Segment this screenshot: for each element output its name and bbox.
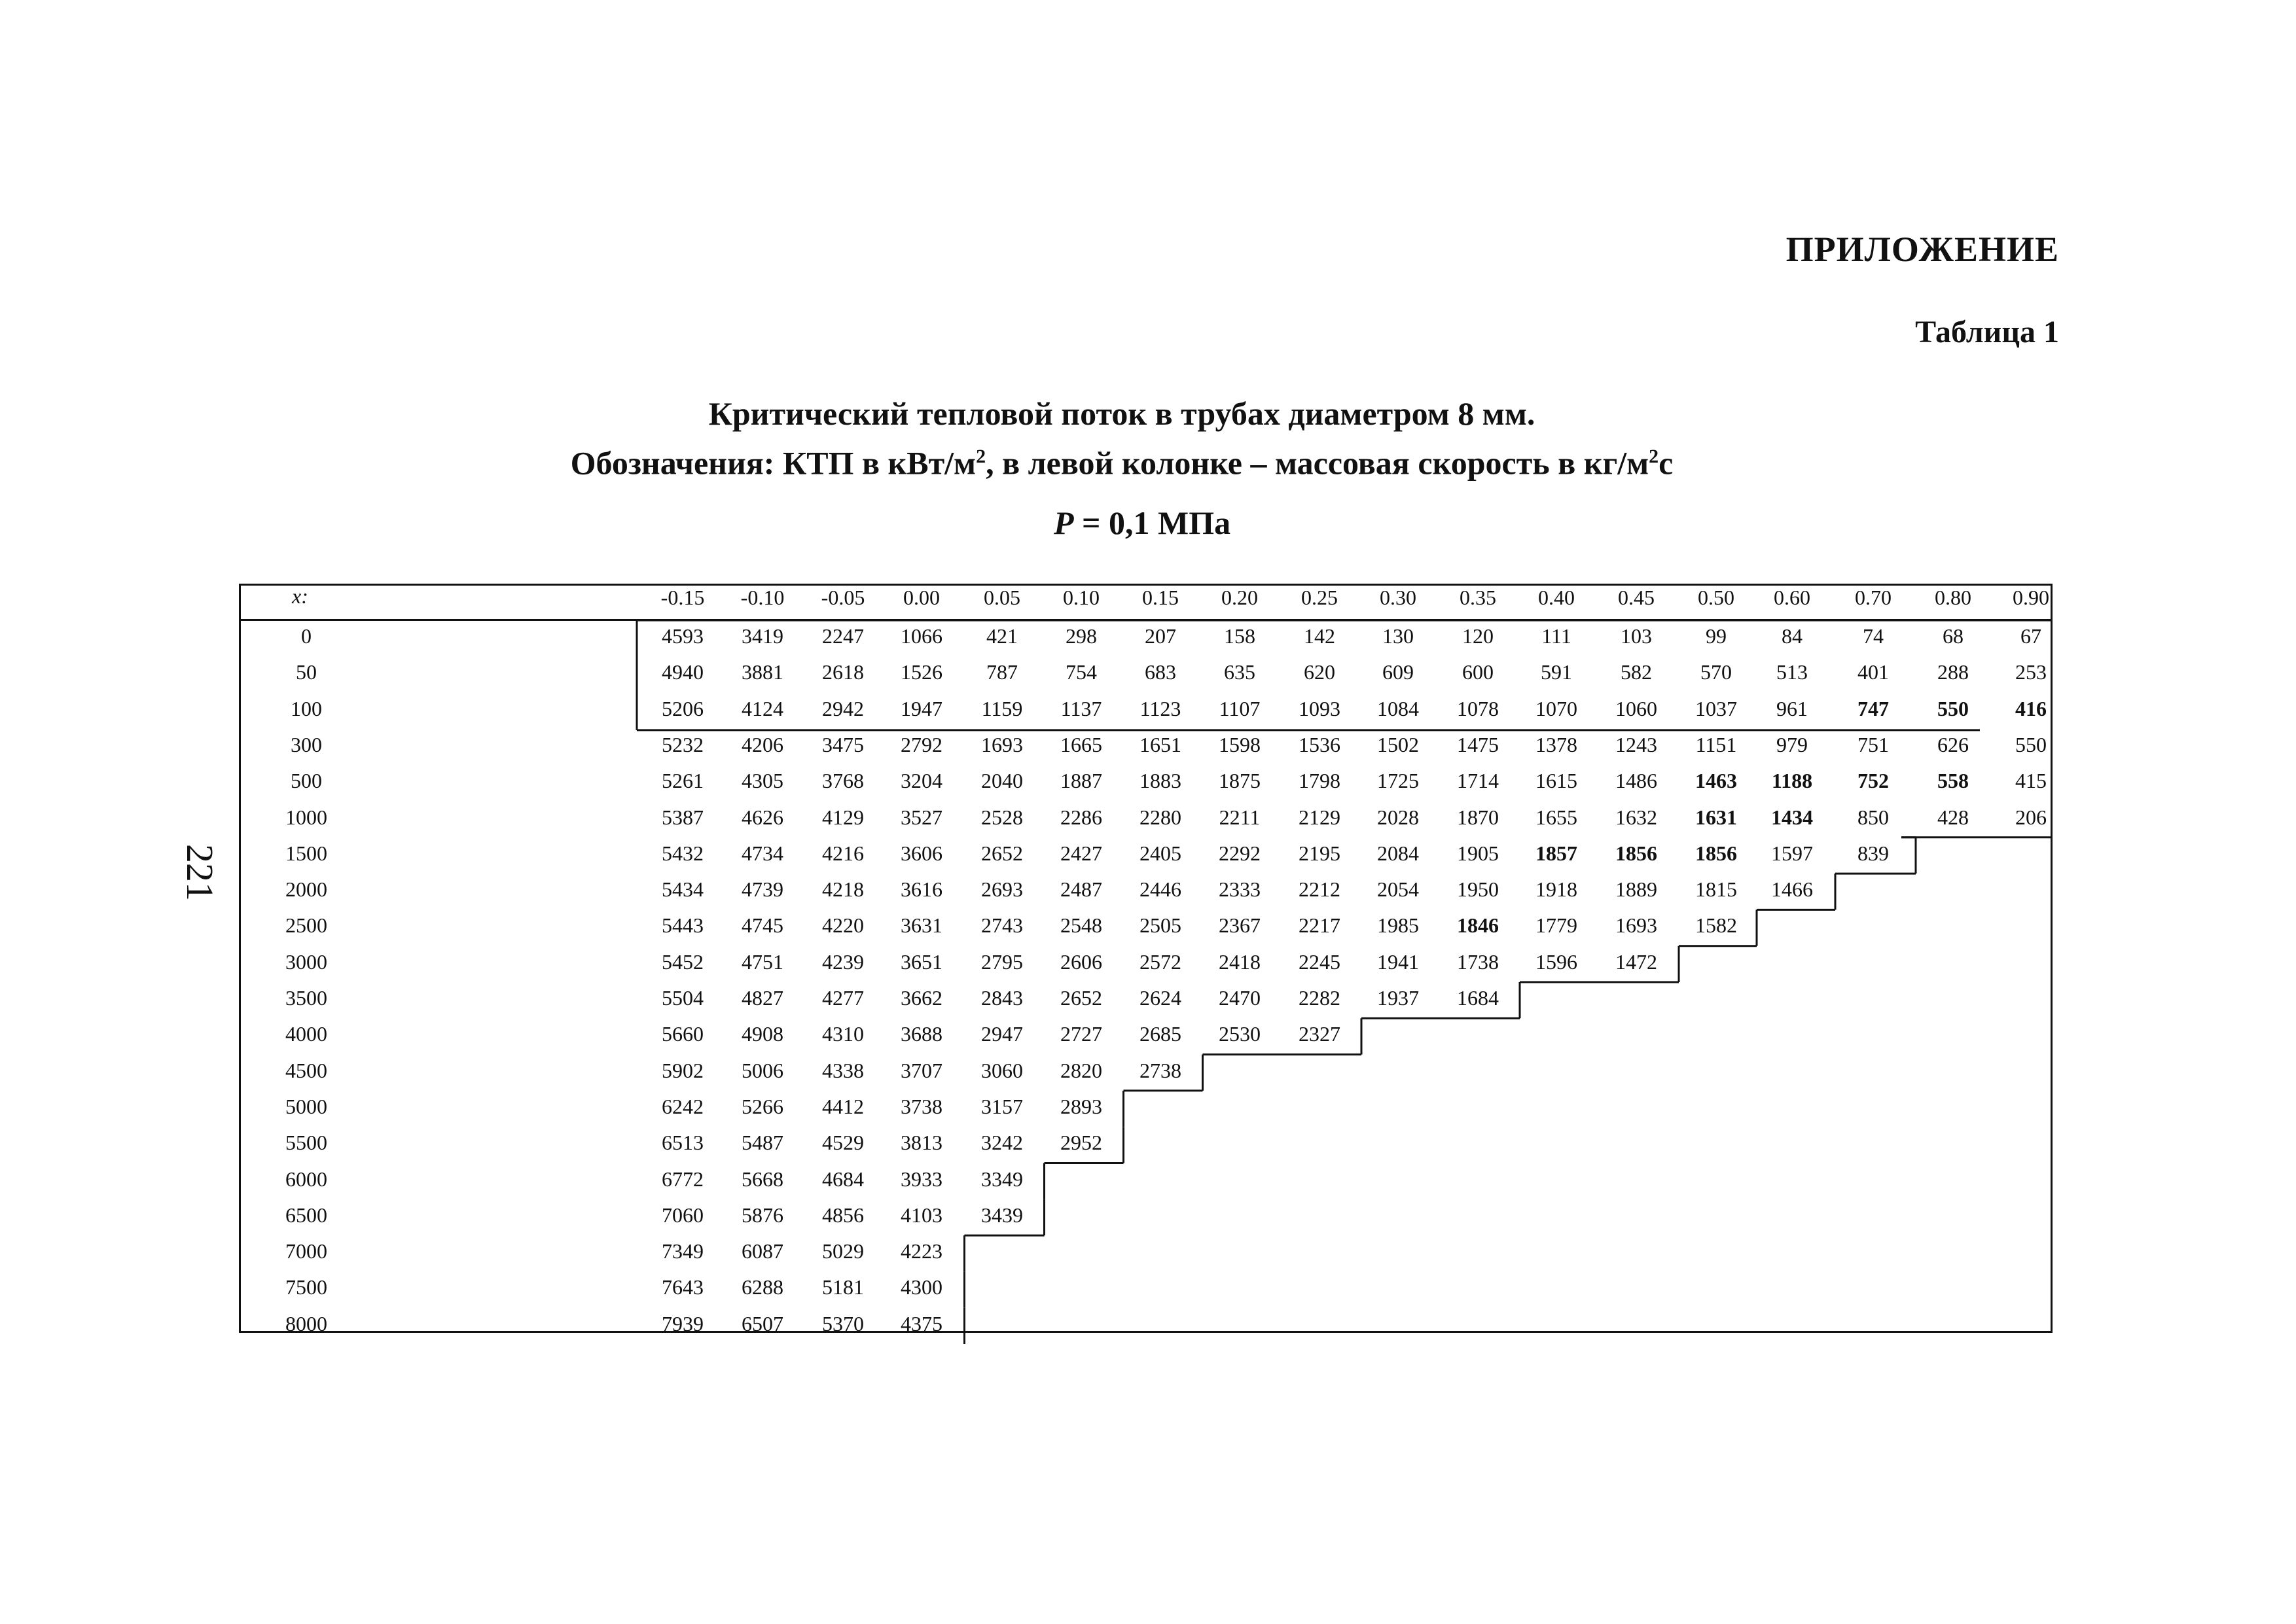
table-cell: 3606 [901,841,942,865]
table-cell: 1188 [1771,769,1813,793]
column-header: 0.10 [1063,586,1100,609]
column-header: 0.80 [1935,586,1971,609]
table-cell: 4338 [822,1058,864,1082]
column-header: 0.60 [1774,586,1810,609]
table-cell: 111 [1541,624,1571,648]
table-cell: 3439 [981,1203,1023,1227]
table-cell: 1060 [1615,696,1657,720]
row-header: 3000 [285,949,327,974]
table-cell: 2795 [981,949,1023,974]
table-cell: 1526 [901,660,942,684]
table-cell: 4310 [822,1022,864,1046]
table-cell: 2282 [1299,986,1340,1010]
table-cell: 4593 [662,624,704,648]
table-cell: 5261 [662,769,704,793]
superscript-1: 2 [976,446,986,467]
table-cell: 4129 [822,805,864,829]
column-header: 0.15 [1142,586,1179,609]
table-cell: 747 [1857,696,1889,720]
column-header: 0.45 [1618,586,1655,609]
table-cell: 1815 [1695,877,1737,902]
table-cell: 288 [1937,660,1969,684]
table-cell: 3157 [981,1094,1023,1118]
table-cell: 2548 [1060,913,1102,938]
table-cell: 2054 [1377,877,1419,902]
table-cell: 4529 [822,1131,864,1155]
table-cell: 74 [1863,624,1884,648]
table-cell: 2530 [1219,1022,1261,1046]
x-axis-label: x: [292,584,308,608]
table-cell: 3933 [901,1167,942,1191]
table-cell: 1159 [981,696,1023,720]
table-cell: 7939 [662,1311,704,1335]
table-cell: 253 [2015,660,2047,684]
table-cell: 1472 [1615,949,1657,974]
table-cell: 626 [1937,732,1969,756]
table-cell: 1693 [981,732,1023,756]
table-cell: 1598 [1219,732,1261,756]
table-cell: 2738 [1139,1058,1181,1082]
table-cell: 558 [1937,769,1969,793]
table-cell: 2245 [1299,949,1340,974]
column-header: 0.05 [984,586,1020,609]
table-cell: 3662 [901,986,942,1010]
table-cell: 2487 [1060,877,1102,902]
table-cell: 1093 [1299,696,1340,720]
table-cell: 1486 [1615,769,1657,793]
table-cell: 582 [1621,660,1652,684]
table-cell: 2942 [822,696,864,720]
table-cell: 2333 [1219,877,1261,902]
table-cell: 2505 [1139,913,1181,938]
table-cell: 421 [986,624,1018,648]
table-cell: 1779 [1535,913,1577,938]
table-cell: 5434 [662,877,704,902]
table-cell: 4218 [822,877,864,902]
table-cell: 1950 [1457,877,1499,902]
table-cell: 6288 [742,1275,783,1299]
table-cell: 1725 [1377,769,1419,793]
table-cell: 2893 [1060,1094,1102,1118]
table-cell: 1502 [1377,732,1419,756]
legend-part-3: с [1659,444,1674,482]
table-cell: 5181 [822,1275,864,1299]
table-cell: 103 [1621,624,1652,648]
table-cell: 5452 [662,949,704,974]
table-cell: 7643 [662,1275,704,1299]
row-header: 6000 [285,1167,327,1191]
table-cell: 1243 [1615,732,1657,756]
column-header: 0.30 [1380,586,1416,609]
row-header: 4500 [285,1058,327,1082]
table-cell: 5206 [662,696,704,720]
table-cell: 1883 [1139,769,1181,793]
table-cell: 3631 [901,913,942,938]
table-cell: 6242 [662,1094,704,1118]
page-number: 221 [179,844,221,901]
table-cell: 550 [2015,732,2047,756]
row-header: 6500 [285,1203,327,1227]
table-cell: 2528 [981,805,1023,829]
table-cell: 3242 [981,1131,1023,1155]
table-cell: 4375 [901,1311,942,1335]
table-cell: 4412 [822,1094,864,1118]
table-cell: 2606 [1060,949,1102,974]
table-cell: 1632 [1615,805,1657,829]
row-header: 2500 [285,913,327,938]
table-cell: 839 [1857,841,1889,865]
table-cell: 1887 [1060,769,1102,793]
table-cell: 2217 [1299,913,1340,938]
table-cell: 3616 [901,877,942,902]
table-cell: 2652 [1060,986,1102,1010]
table-cell: 428 [1937,805,1969,829]
table-cell: 4220 [822,913,864,938]
table-cell: 1684 [1457,986,1499,1010]
table-cell: 2286 [1060,805,1102,829]
row-header: 50 [296,660,317,684]
table-cell: 1037 [1695,696,1737,720]
table-cell: 1665 [1060,732,1102,756]
table-cell: 1596 [1535,949,1577,974]
table-cell: 2212 [1299,877,1340,902]
column-header: 0.35 [1460,586,1496,609]
table-cell: 5232 [662,732,704,756]
table-number: Таблица 1 [1915,315,2059,349]
table-cell: 2028 [1377,805,1419,829]
table-cell: 1378 [1535,732,1577,756]
table-cell: 4827 [742,986,783,1010]
table-cell: 2792 [901,732,942,756]
table-cell: 207 [1145,624,1176,648]
table-cell: 1078 [1457,696,1499,720]
table-cell: 1918 [1535,877,1577,902]
table-cell: 1937 [1377,986,1419,1010]
table-cell: 4734 [742,841,783,865]
row-header: 300 [291,732,322,756]
table-cell: 2820 [1060,1058,1102,1082]
table-cell: 1615 [1535,769,1577,793]
table-cell: 2743 [981,913,1023,938]
table-cell: 4626 [742,805,783,829]
table-cell: 3204 [901,769,942,793]
table-cell: 120 [1462,624,1494,648]
table-cell: 5902 [662,1058,704,1082]
legend-part-2: , в левой колонке – массовая скорость в кг/м [986,444,1649,482]
table-cell: 6507 [742,1311,783,1335]
table-cell: 142 [1304,624,1335,648]
row-header: 2000 [285,877,327,902]
table-cell: 3475 [822,732,864,756]
table-cell: 5660 [662,1022,704,1046]
table-cell: 683 [1145,660,1176,684]
table-cell: 5266 [742,1094,783,1118]
table-cell: 5487 [742,1131,783,1155]
table-cell: 4300 [901,1275,942,1299]
table-cell: 609 [1382,660,1414,684]
table-cell: 1693 [1615,913,1657,938]
table-cell: 2292 [1219,841,1261,865]
table-cell: 2843 [981,986,1023,1010]
table-cell: 2405 [1139,841,1181,865]
table-cell: 1466 [1771,877,1813,902]
table-cell: 2040 [981,769,1023,793]
row-header: 100 [291,696,322,720]
table-cell: 4745 [742,913,783,938]
table-cell: 2947 [981,1022,1023,1046]
table-cell: 2446 [1139,877,1181,902]
table-cell: 570 [1700,660,1732,684]
table-cell: 3813 [901,1131,942,1155]
table-cell: 130 [1382,624,1414,648]
table-cell: 4277 [822,986,864,1010]
table-cell: 2470 [1219,986,1261,1010]
table-cell: 635 [1224,660,1255,684]
table-cell: 2727 [1060,1022,1102,1046]
column-header: 0.90 [2013,586,2049,609]
table-cell: 2427 [1060,841,1102,865]
row-header: 7500 [285,1275,327,1299]
table-cell: 2618 [822,660,864,684]
row-header: 500 [291,769,322,793]
table-cell: 600 [1462,660,1494,684]
row-header: 1000 [285,805,327,829]
table-cell: 1151 [1695,732,1737,756]
table-cell: 1597 [1771,841,1813,865]
table-cell: 4856 [822,1203,864,1227]
table-cell: 5432 [662,841,704,865]
table-cell: 4103 [901,1203,942,1227]
table-cell: 3419 [742,624,783,648]
pressure-value: = 0,1 МПа [1073,504,1231,541]
table-cell: 7060 [662,1203,704,1227]
column-header: 0.50 [1698,586,1734,609]
table-cell: 787 [986,660,1018,684]
table-cell: 3349 [981,1167,1023,1191]
table-cell: 99 [1706,624,1727,648]
table-cell: 4206 [742,732,783,756]
table-cell: 4305 [742,769,783,793]
table-cell: 850 [1857,805,1889,829]
table-cell: 2211 [1219,805,1261,829]
table-cell: 2418 [1219,949,1261,974]
table-cell: 961 [1776,696,1808,720]
table-cell: 158 [1224,624,1255,648]
table-cell: 2685 [1139,1022,1181,1046]
table-cell: 1856 [1695,841,1737,865]
table-cell: 1985 [1377,913,1419,938]
table-cell: 5370 [822,1311,864,1335]
table-cell: 2247 [822,624,864,648]
table-title: Критический тепловой поток в трубах диаметром 8 мм. [708,395,1535,432]
table-cell: 1738 [1457,949,1499,974]
table-cell: 979 [1776,732,1808,756]
table-cell: 5504 [662,986,704,1010]
row-header: 5500 [285,1131,327,1155]
column-header: -0.05 [821,586,865,609]
table-cell: 1875 [1219,769,1261,793]
legend-part-1: Обозначения: КТП в кВт/м [570,444,977,482]
column-header: 0.25 [1301,586,1338,609]
table-cell: 68 [1943,624,1964,648]
table-cell: 415 [2015,769,2047,793]
row-header: 1500 [285,841,327,865]
table-cell: 401 [1857,660,1889,684]
table-cell: 2652 [981,841,1023,865]
table-cell: 206 [2015,805,2047,829]
table-cell: 5006 [742,1058,783,1082]
table-cell: 67 [2020,624,2041,648]
table-cell: 754 [1066,660,1097,684]
table-cell: 1582 [1695,913,1737,938]
table-cell: 591 [1541,660,1572,684]
table-cell: 751 [1857,732,1889,756]
table-cell: 2572 [1139,949,1181,974]
table-cell: 3707 [901,1058,942,1082]
table-cell: 1463 [1695,769,1737,793]
table-cell: 1536 [1299,732,1340,756]
column-header: 0.00 [903,586,940,609]
table-cell: 3881 [742,660,783,684]
table-cell: 5387 [662,805,704,829]
table-cell: 1889 [1615,877,1657,902]
table-cell: 2195 [1299,841,1340,865]
table-cell: 3060 [981,1058,1023,1082]
table-cell: 5876 [742,1203,783,1227]
table-cell: 2327 [1299,1022,1340,1046]
table-cell: 1651 [1139,732,1181,756]
table-cell: 3651 [901,949,942,974]
column-header: 0.70 [1855,586,1892,609]
table-cell: 2280 [1139,805,1181,829]
table-cell: 1905 [1457,841,1499,865]
table-cell: 1434 [1771,805,1813,829]
table-cell: 1655 [1535,805,1577,829]
table-cell: 2693 [981,877,1023,902]
table-cell: 1631 [1695,805,1737,829]
table-cell: 3527 [901,805,942,829]
table-cell: 4216 [822,841,864,865]
table-cell: 1107 [1219,696,1261,720]
table-cell: 1084 [1377,696,1419,720]
column-header: -0.10 [740,586,785,609]
table-cell: 1123 [1139,696,1181,720]
table-cell: 4908 [742,1022,783,1046]
appendix-heading: ПРИЛОЖЕНИЕ [1785,230,2059,269]
row-header: 4000 [285,1022,327,1046]
table-cell: 550 [1937,696,1969,720]
table-cell: 2952 [1060,1131,1102,1155]
table-cell: 1714 [1457,769,1499,793]
table-cell: 6513 [662,1131,704,1155]
table-cell: 1941 [1377,949,1419,974]
table-cell: 1798 [1299,769,1340,793]
table-cell: 1857 [1535,841,1577,865]
table-cell: 2129 [1299,805,1340,829]
table-cell: 6772 [662,1167,704,1191]
table-cell: 1475 [1457,732,1499,756]
table-cell: 4684 [822,1167,864,1191]
column-header: -0.15 [660,586,705,609]
table-cell: 4739 [742,877,783,902]
table-cell: 3688 [901,1022,942,1046]
table-cell: 620 [1304,660,1335,684]
table-cell: 1856 [1615,841,1657,865]
table-cell: 2084 [1377,841,1419,865]
table-cell: 1137 [1060,696,1102,720]
table-cell: 3768 [822,769,864,793]
superscript-2: 2 [1649,446,1659,467]
table-cell: 84 [1782,624,1803,648]
table-cell: 5029 [822,1239,864,1263]
row-header: 5000 [285,1094,327,1118]
table-cell: 3738 [901,1094,942,1118]
table-cell: 4940 [662,660,704,684]
column-header: 0.40 [1538,586,1575,609]
pressure-variable: P [1054,504,1074,541]
table-cell: 4124 [742,696,783,720]
table-cell: 4223 [901,1239,942,1263]
row-header: 3500 [285,986,327,1010]
table-cell: 416 [2015,696,2047,720]
table-cell: 5668 [742,1167,783,1191]
table-cell: 7349 [662,1239,704,1263]
table-cell: 2367 [1219,913,1261,938]
table-cell: 752 [1857,769,1889,793]
row-header: 0 [301,624,312,648]
table-cell: 1070 [1535,696,1577,720]
table-cell: 1870 [1457,805,1499,829]
table-cell: 298 [1066,624,1097,648]
table-cell: 1846 [1457,913,1499,938]
table-cell: 6087 [742,1239,783,1263]
table-cell: 1947 [901,696,942,720]
table-cell: 513 [1776,660,1808,684]
table-cell: 2624 [1139,986,1181,1010]
table-cell: 1066 [901,624,942,648]
row-header: 7000 [285,1239,327,1263]
table-cell: 5443 [662,913,704,938]
row-header: 8000 [285,1311,327,1335]
column-header: 0.20 [1221,586,1258,609]
table-cell: 4239 [822,949,864,974]
table-cell: 4751 [742,949,783,974]
